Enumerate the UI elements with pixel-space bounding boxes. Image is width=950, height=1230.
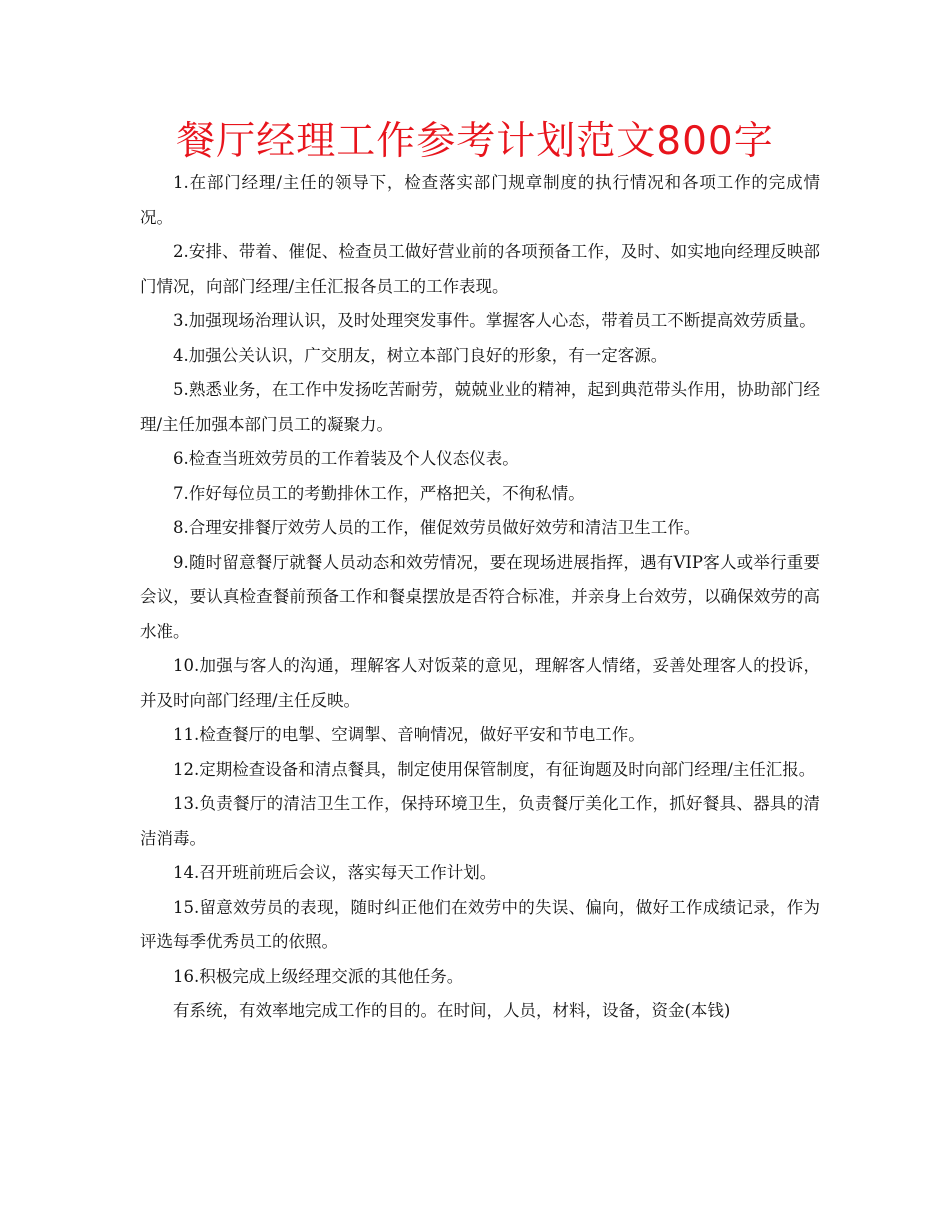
paragraph-3: 3.加强现场治理认识，及时处理突发事件。掌握客人心态，带着员工不断提高效劳质量。 xyxy=(173,311,816,330)
paragraph-2: 2.安排、带着、催促、检查员工做好营业前的各项预备工作，及时、如实地向经理反映部门情况，向部门经理/主任汇报各员工的工作表现。 xyxy=(140,242,820,296)
paragraph-13: 13.负责餐厅的清洁卫生工作，保持环境卫生，负责餐厅美化工作，抓好餐具、器具的清洁消毒。 xyxy=(140,794,820,848)
paragraph-5: 5.熟悉业务，在工作中发扬吃苦耐劳，兢兢业业的精神，起到典范带头作用，协助部门经理/主任加强本部门员工的凝聚力。 xyxy=(140,380,820,434)
paragraph-1: 1.在部门经理/主任的领导下，检查落实部门规章制度的执行情况和各项工作的完成情况。 xyxy=(140,173,820,227)
document-title: 餐厅经理工作参考计划范文800字 xyxy=(176,119,774,164)
paragraph-16: 16.积极完成上级经理交派的其他任务。 xyxy=(173,966,464,986)
paragraph-6: 6.检查当班效劳员的工作着装及个人仪态仪表。 xyxy=(173,449,519,468)
paragraph-15: 15.留意效劳员的表现，随时纠正他们在效劳中的失误、偏向，做好工作成绩记录，作为评选每季优秀员工的依照。 xyxy=(140,897,820,951)
paragraph-10: 10.加强与客人的沟通，理解客人对饭菜的意见，理解客人情绪，妥善处理客人的投诉，并及时向部门经理/主任反映。 xyxy=(140,656,820,710)
paragraph-12: 12.定期检查设备和清点餐具，制定使用保管制度，有征询题及时向部门经理/主任汇报。 xyxy=(173,759,816,779)
paragraph-9: 9.随时留意餐厅就餐人员动态和效劳情况，要在现场进展指挥，遇有VIP客人或举行重要会议，要认真检查餐前预备工作和餐桌摆放是否符合标准，并亲身上台效劳，以确保效劳的高水准。 xyxy=(140,552,820,641)
paragraph-8: 8.合理安排餐厅效劳人员的工作，催促效劳员做好效劳和清洁卫生工作。 xyxy=(173,518,701,537)
paragraph-11: 11.检查餐厅的电掣、空调掣、音响情况，做好平安和节电工作。 xyxy=(173,725,645,744)
paragraph-14: 14.召开班前班后会议，落实每天工作计划。 xyxy=(173,863,497,882)
paragraph-7: 7.作好每位员工的考勤排休工作，严格把关，不徇私情。 xyxy=(173,483,585,503)
document-body xyxy=(140,166,820,1029)
paragraph-17: 有系统，有效率地完成工作的目的。在时间，人员，材料，设备，资金(本钱) xyxy=(173,1001,731,1020)
paragraph-4: 4.加强公关认识，广交朋友，树立本部门良好的形象，有一定客源。 xyxy=(173,345,668,365)
